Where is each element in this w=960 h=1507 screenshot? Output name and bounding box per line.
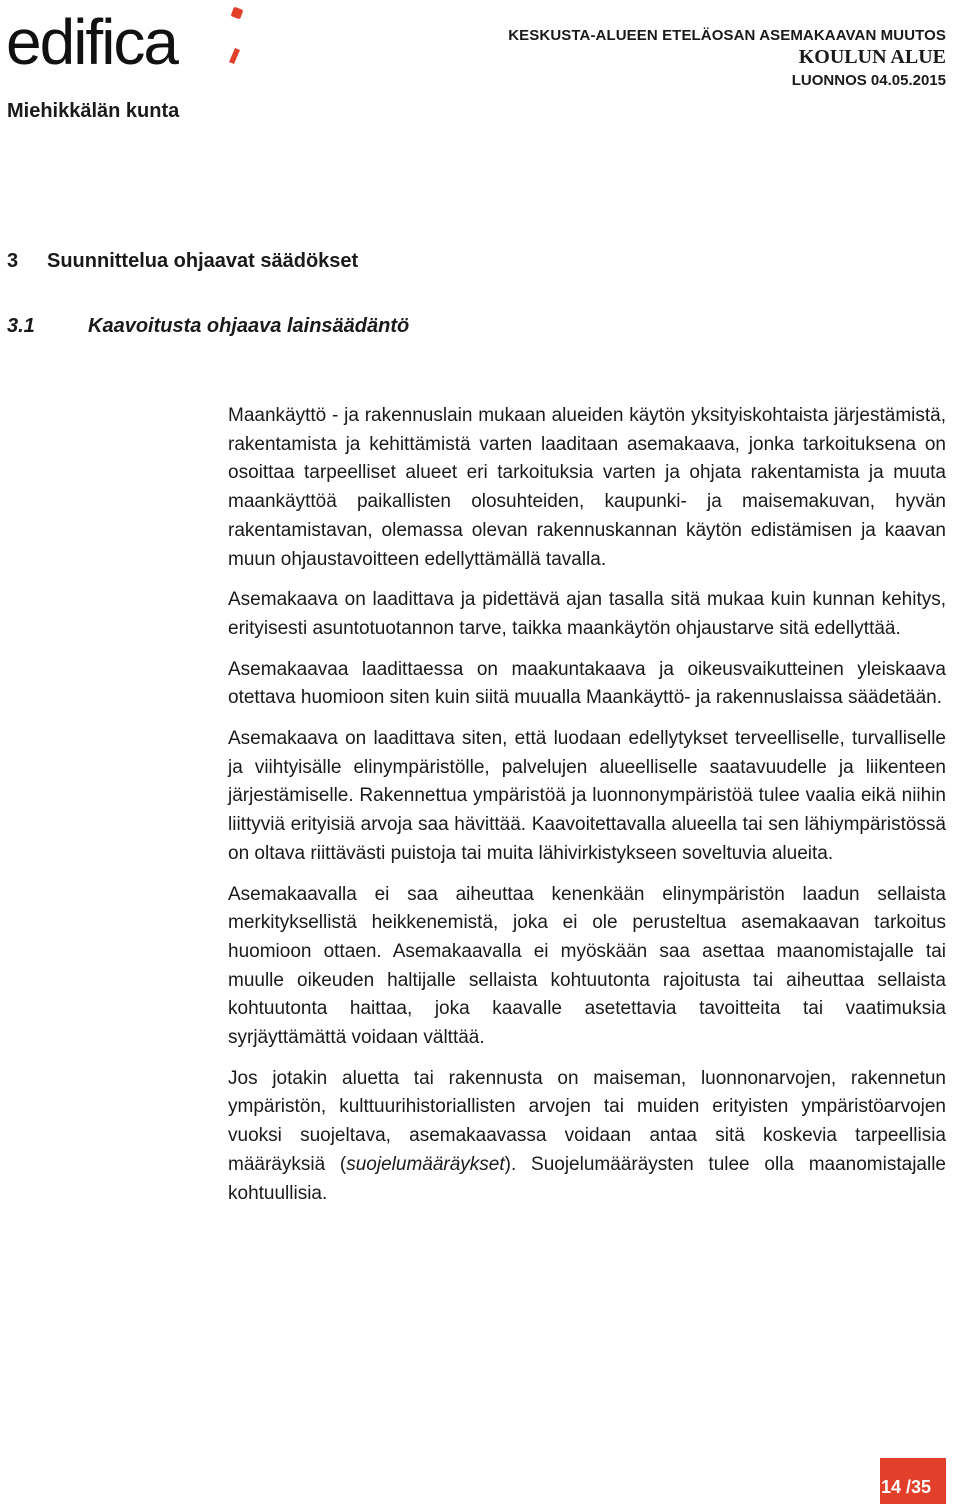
section-heading <box>7 250 358 273</box>
page-number: 14 /35 <box>880 1477 931 1497</box>
edifica-logo <box>6 6 251 72</box>
paragraph-protection <box>228 1065 946 1209</box>
page-badge <box>880 1458 946 1504</box>
paragraph-text-end: ). Suojelumääräysten tulee olla maanomistajalle kohtuullisia. <box>228 1153 947 1204</box>
municipality-name: Miehikkälän kunta <box>7 100 180 122</box>
subsection-heading <box>7 315 409 338</box>
subsection-title: Kaavoitusta ohjaava lainsäädäntö <box>88 315 410 337</box>
section-number: 3 <box>7 250 19 272</box>
subsection-number: 3.1 <box>7 315 35 337</box>
paragraph: Asemakaava on laadittava siten, että luodaan edellytykset terveelliselle, turvalliselle ja viihtyisälle elinympäristölle, palvelujen alueelliselle saatavuudelle ja liikenteen järjestämiselle. Rakennettua ympäristöä ja luonnonympäristöä tulee vaalia eikä niihin liittyviä erityisiä arvoja saa hävittää. Kaavoitettavalla alueella tai sen lähiympäristössä on oltava riittävästi puistoja tai muita lähivirkistykseen soveltuvia alueita. <box>228 728 946 864</box>
draft-label: LUONNOS 04.05.2015 <box>791 72 946 89</box>
area-title: KOULUN ALUE <box>798 46 946 68</box>
body-text <box>228 402 946 1220</box>
paragraph: Asemakaavalla ei saa aiheuttaa kenenkään elinympäristön laadun sellaista merkityksellistä heikkenemistä, joka ei ole perusteltua asemakaavan tarkoitus huomioon ottaen. Asemakaavalla ei myöskään saa asettaa maanomistajalle tai muulle oikeuden haltijalle sellaista kohtuutonta rajoitusta tai aiheuttaa sellaista kohtuutonta haittaa, joka kaavalle asetettavia tavoitteita tai vaatimuksia syrjäyttämättä voidaan välttää. <box>228 883 946 1049</box>
document-header <box>508 27 946 89</box>
paragraph: Asemakaavaa laadittaessa on maakuntakaava ja oikeusvaikutteinen yleiskaava otettava huomioon siten kuin siitä muualla Maankäyttö- ja rakennuslaissa säädetään. <box>228 658 946 709</box>
emphasis-term: suojelumääräykset <box>346 1153 505 1175</box>
project-title: KESKUSTA-ALUEEN ETELÄOSAN ASEMAKAAVAN MUUTOS <box>508 27 946 44</box>
paragraph-text: Jos jotakin aluetta tai rakennusta on maiseman, luonnonarvojen, rakennetun ympäristön, kulttuurihistoriallisten arvojen tai muiden erityisten ympäristöarvojen vuoksi suojeltava, asemakaavassa voidaan antaa sitä koskevia tarpeellisia määräyksiä ( <box>228 1067 946 1175</box>
paragraph: Maankäyttö - ja rakennuslain mukaan alueiden käytön yksityiskohtaista järjestämistä, rakentamista ja kehittämistä varten laaditaan asemakaava, jonka tarkoituksena on osoittaa tarpeelliset alueet eri tarkoituksia varten ja ohjata rakentamista ja muuta maankäyttöä paikallisten olosuhteiden, kaupunki- ja maisemakuvan, hyvän rakentamistavan, olemassa olevan rakennuskannan käytön edistämisen ja kaavan muun ohjaustavoitteen edellyttämällä tavalla. <box>228 405 946 570</box>
svg-text:edifica: edifica <box>6 6 177 72</box>
section-title: Suunnittelua ohjaavat säädökset <box>47 250 359 272</box>
paragraph: Asemakaava on laadittava ja pidettävä ajan tasalla sitä mukaa kuin kunnan kehitys, erityisesti asuntotuotannon tarve, taikka maankäytön ohjaustarve sitä edellyttää. <box>228 589 946 639</box>
